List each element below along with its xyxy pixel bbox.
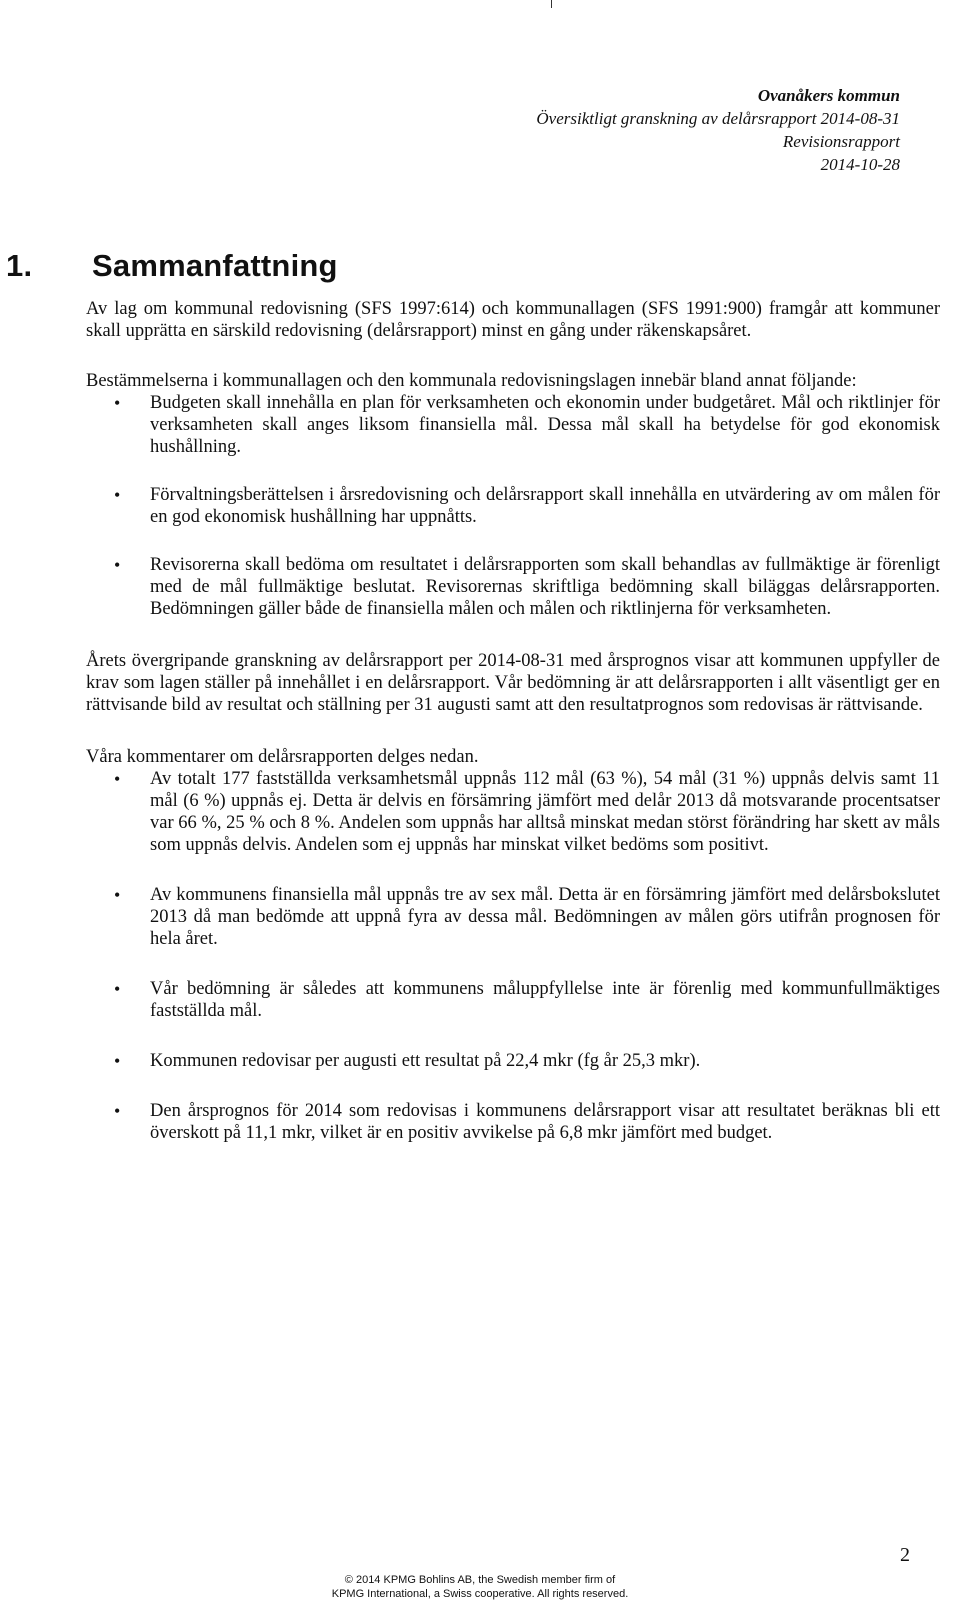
list-item: • Av kommunens finansiella mål uppnås tre av sex mål. Detta är en försämring jämfört med delårsbokslutet 2013 då man bedömde att uppnå fyra av dessa mål. Bedömningen av målen görs utifrån prognosen för hela året. [86, 884, 940, 950]
list-item: • Revisorerna skall bedöma om resultatet i delårsrapporten som skall behandlas av fullmäktige är förenligt med de mål fullmäktige beslutat. Revisorernas skriftliga bedömning skall biläggas delårsrapporten. Bedömningen gäller både de finansiella målen och målen och riktlinjerna för verksamheten. [86, 554, 940, 620]
list-item: • Av totalt 177 fastställda verksamhetsmål uppnås 112 mål (63 %), 54 mål (31 %) uppnås delvis samt 11 mål (6 %) uppnås ej. Detta är delvis en försämring jämfört med delår 2013 då motsvarande procentsatser var 66 %, 25 % och 8 %. Andelen som uppnås har alltså minskat medan störst förändring har skett av måls som uppnås delvis. Andelen som ej uppnås har minskat vilket bedöms som positivt. [86, 768, 940, 856]
assessment-paragraph: Årets övergripande granskning av delårsrapport per 2014-08-31 med årsprognos visar att kommunen uppfyller de krav som lagen ställer på innehållet i en delårsrapport. Vår bedömning är att delårsrapporten i allt väsentligt ger en rättvisande bild av resultat och ställning per 31 augusti samt att den resultatprognos som redovisas är rättvisande. [86, 651, 940, 715]
list-item: • Vår bedömning är således att kommunens måluppfyllelse inte är förenlig med kommunfullmäktiges fastställda mål. [86, 978, 940, 1022]
comments-list [86, 768, 940, 1144]
section-body [86, 298, 940, 1144]
page-number: 2 [900, 1544, 910, 1566]
section-number: 1. [6, 248, 33, 283]
header-report-type: Revisionsrapport [782, 132, 900, 151]
intro-paragraph: Av lag om kommunal redovisning (SFS 1997:614) och kommunallagen (SFS 1991:900) framgår att kommuner skall upprätta en särskild redovisning (delårsrapport) minst en gång under räkenskapsåret. [86, 299, 940, 341]
header-organization: Ovanåkers kommun [757, 86, 900, 105]
provisions-intro-paragraph: Bestämmelserna i kommunallagen och den kommunala redovisningslagen innebär bland annat följande: [86, 371, 857, 391]
header-report-subtitle: Översiktligt granskning av delårsrapport 2014-08-31 [536, 109, 900, 128]
section-title: Sammanfattning [92, 248, 338, 283]
list-item: • Kommunen redovisar per augusti ett resultat på 22,4 mkr (fg år 25,3 mkr). [86, 1050, 940, 1072]
footer-rights-line: KPMG International, a Swiss cooperative. All rights reserved. [331, 1588, 629, 1600]
list-item: • Budgeten skall innehålla en plan för verksamheten och ekonomin under budgetåret. Mål och riktlinjer för verksamheten skall anges liksom finansiella mål. Dessa mål skall ha betydelse för god ekonomisk hushållning. [86, 392, 940, 458]
list-item: • Förvaltningsberättelsen i årsredovisning och delårsrapport skall innehålla en utvärdering av om målen för en god ekonomisk hushållning har uppnåtts. [86, 484, 940, 528]
provisions-list [86, 392, 940, 620]
footer-copyright-line: © 2014 KPMG Bohlins AB, the Swedish member firm of [344, 1574, 616, 1586]
list-item: • Den årsprognos för 2014 som redovisas i kommunens delårsrapport visar att resultatet beräknas bli ett överskott på 11,1 mkr, vilket är en positiv avvikelse på 6,8 mkr jämfört med budget. [86, 1100, 940, 1144]
header-date: 2014-10-28 [820, 155, 900, 174]
page-header [536, 84, 900, 176]
comments-intro-paragraph: Våra kommentarer om delårsrapporten delges nedan. [86, 747, 479, 767]
section-heading [6, 248, 338, 284]
scan-mark [551, 0, 552, 8]
page-footer [0, 1573, 960, 1601]
